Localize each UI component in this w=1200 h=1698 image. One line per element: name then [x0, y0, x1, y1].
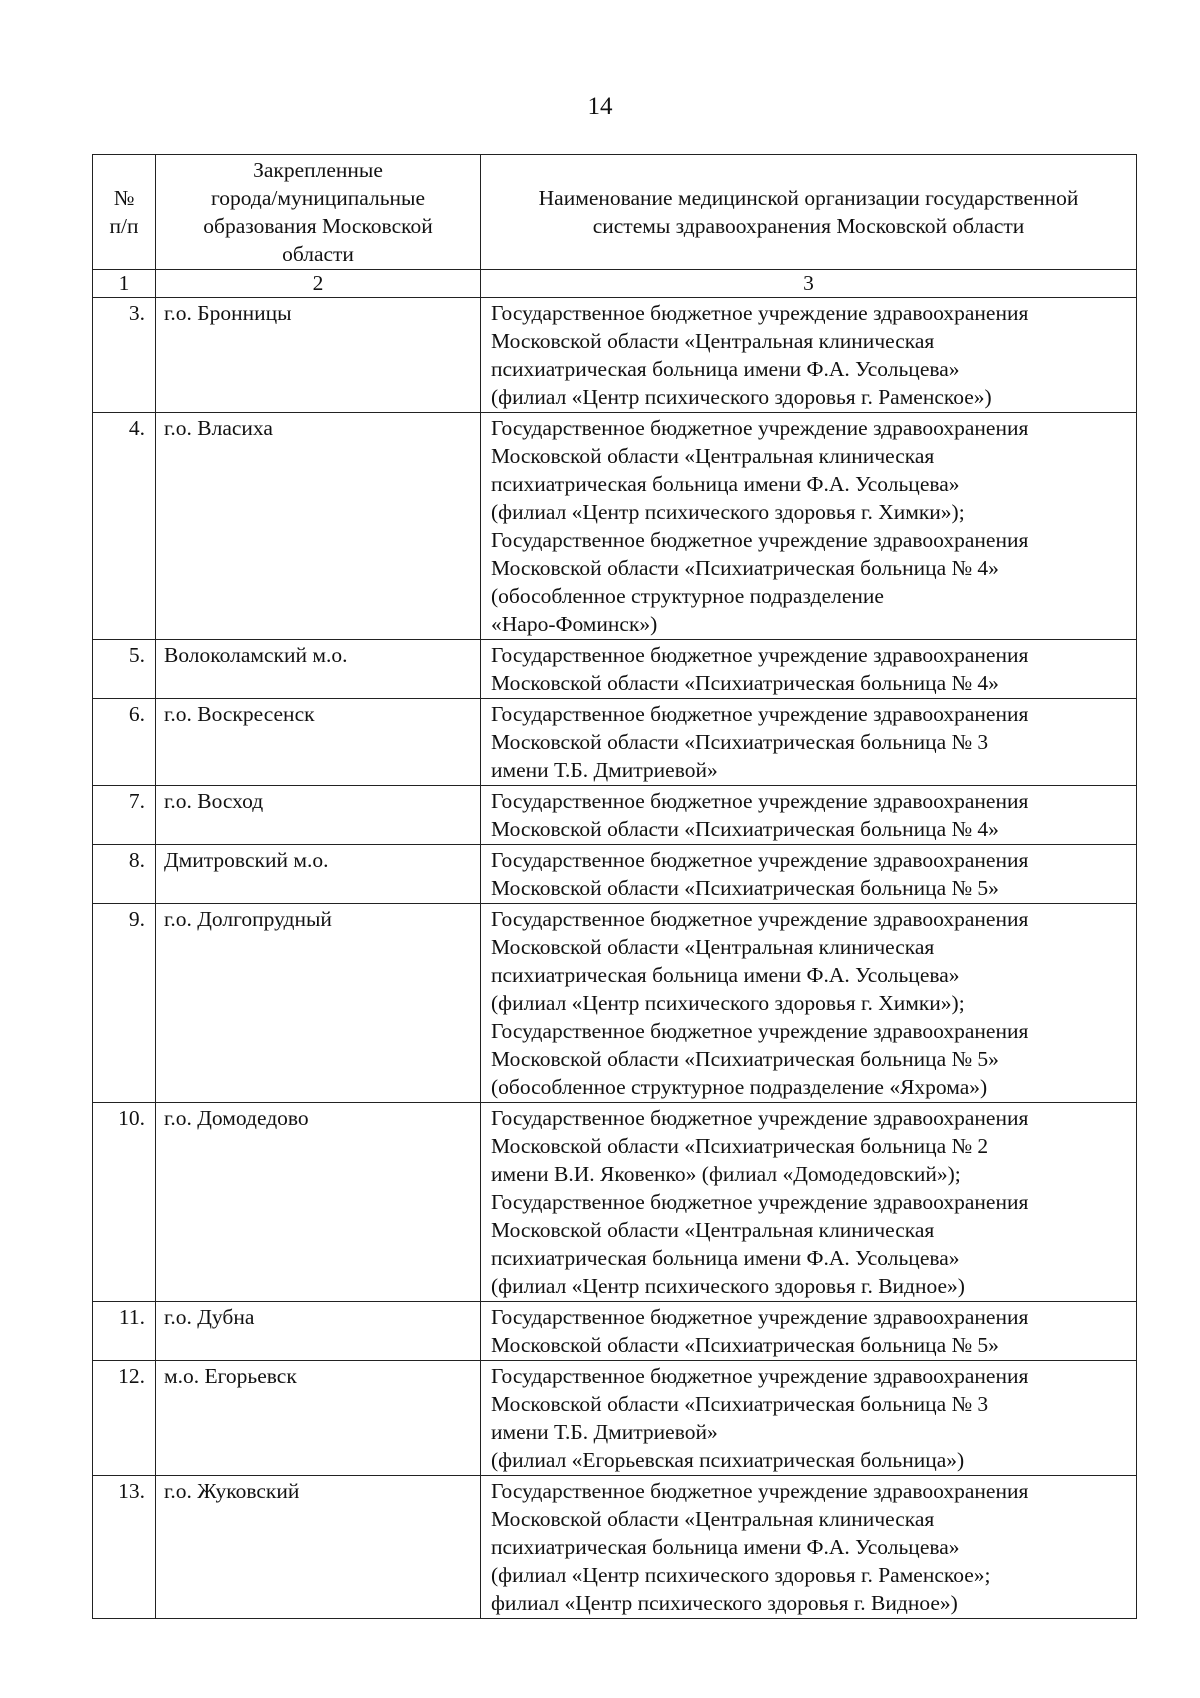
- organization-line: (филиал «Центр психического здоровья г. Раменское»;: [491, 1563, 991, 1587]
- organization-line: имени Т.Б. Дмитриевой»: [491, 1420, 718, 1444]
- organization-cell: [481, 1476, 1137, 1619]
- organization-line: (филиал «Центр психического здоровья г. Раменское»): [491, 385, 992, 409]
- table-row: [93, 1302, 1137, 1361]
- table-row: [93, 1361, 1137, 1476]
- municipality-name: Волоколамский м.о.: [156, 640, 481, 699]
- header-num-line: №: [113, 186, 135, 210]
- municipality-name: г.о. Воскресенск: [156, 699, 481, 786]
- header-city-line: области: [282, 242, 354, 266]
- organization-line: Московской области «Центральная клиническая: [491, 935, 935, 959]
- organization-line: Государственное бюджетное учреждение здравоохранения: [491, 1479, 1029, 1503]
- row-number: 4.: [93, 413, 156, 640]
- column-number-row: [93, 270, 1137, 298]
- organization-line: (филиал «Егорьевская психиатрическая больница»): [491, 1448, 965, 1472]
- table-row: [93, 1103, 1137, 1302]
- table-body: [93, 298, 1137, 1619]
- table-row: [93, 640, 1137, 699]
- organization-line: Государственное бюджетное учреждение здравоохранения: [491, 1106, 1029, 1130]
- header-city-line: города/муниципальные: [210, 186, 425, 210]
- organization-line: (обособленное структурное подразделение: [491, 584, 884, 608]
- organization-cell: [481, 298, 1137, 413]
- header-num: [93, 155, 156, 270]
- organization-cell: [481, 699, 1137, 786]
- organization-line: Государственное бюджетное учреждение здравоохранения: [491, 528, 1029, 552]
- organization-line: Государственное бюджетное учреждение здравоохранения: [491, 1190, 1029, 1214]
- header-org-line: Наименование медицинской организации государственной: [538, 186, 1079, 210]
- organization-line: Московской области «Психиатрическая больница № 3: [491, 1392, 989, 1416]
- organization-line: Московской области «Психиатрическая больница № 2: [491, 1134, 989, 1158]
- row-number: 7.: [93, 786, 156, 845]
- organization-cell: [481, 786, 1137, 845]
- organization-line: Государственное бюджетное учреждение здравоохранения: [491, 789, 1029, 813]
- municipality-name: г.о. Власиха: [156, 413, 481, 640]
- row-number: 6.: [93, 699, 156, 786]
- organization-line: Государственное бюджетное учреждение здравоохранения: [491, 907, 1029, 931]
- organization-line: (филиал «Центр психического здоровья г. Видное»): [491, 1274, 965, 1298]
- header-org-line: системы здравоохранения Московской области: [592, 214, 1025, 238]
- header-city-line: образования Московской: [203, 214, 433, 238]
- header-row: [93, 155, 1137, 270]
- page-number: 14: [587, 93, 613, 120]
- table-row: [93, 298, 1137, 413]
- organization-cell: [481, 904, 1137, 1103]
- column-number: 2: [156, 270, 481, 298]
- organization-cell: [481, 845, 1137, 904]
- row-number: 10.: [93, 1103, 156, 1302]
- municipality-name: г.о. Восход: [156, 786, 481, 845]
- organization-line: психиатрическая больница имени Ф.А. Усольцева»: [491, 357, 960, 381]
- organization-cell: [481, 1103, 1137, 1302]
- table-row: [93, 1476, 1137, 1619]
- organization-cell: [481, 413, 1137, 640]
- header-org: [481, 155, 1137, 270]
- organization-line: Московской области «Психиатрическая больница № 5»: [491, 1047, 999, 1071]
- organization-line: психиатрическая больница имени Ф.А. Усольцева»: [491, 963, 960, 987]
- header-city: [156, 155, 481, 270]
- column-number: 1: [93, 270, 156, 298]
- municipality-name: г.о. Дубна: [156, 1302, 481, 1361]
- organization-line: Государственное бюджетное учреждение здравоохранения: [491, 643, 1029, 667]
- organization-line: (филиал «Центр психического здоровья г. Химки»);: [491, 500, 965, 524]
- organization-line: «Наро-Фоминск»): [491, 612, 658, 636]
- organization-line: Московской области «Психиатрическая больница № 4»: [491, 671, 999, 695]
- organization-line: Государственное бюджетное учреждение здравоохранения: [491, 848, 1029, 872]
- column-number: 3: [481, 270, 1137, 298]
- organization-line: психиатрическая больница имени Ф.А. Усольцева»: [491, 1246, 960, 1270]
- organization-line: филиал «Центр психического здоровья г. Видное»): [491, 1591, 958, 1615]
- organization-line: (филиал «Центр психического здоровья г. Химки»);: [491, 991, 965, 1015]
- organization-line: Государственное бюджетное учреждение здравоохранения: [491, 702, 1029, 726]
- organization-line: Государственное бюджетное учреждение здравоохранения: [491, 1305, 1029, 1329]
- municipality-name: г.о. Жуковский: [156, 1476, 481, 1619]
- organization-line: Московской области «Психиатрическая больница № 5»: [491, 876, 999, 900]
- table-row: [93, 904, 1137, 1103]
- organization-line: психиатрическая больница имени Ф.А. Усольцева»: [491, 472, 960, 496]
- organization-line: Московской области «Психиатрическая больница № 4»: [491, 817, 999, 841]
- organization-cell: [481, 1361, 1137, 1476]
- table-row: [93, 413, 1137, 640]
- table-row: [93, 845, 1137, 904]
- organization-line: имени В.И. Яковенко» (филиал «Домодедовский»);: [491, 1162, 961, 1186]
- organization-line: психиатрическая больница имени Ф.А. Усольцева»: [491, 1535, 960, 1559]
- row-number: 9.: [93, 904, 156, 1103]
- table-row: [93, 786, 1137, 845]
- header-city-line: Закрепленные: [253, 158, 383, 182]
- table-row: [93, 699, 1137, 786]
- organization-cell: [481, 640, 1137, 699]
- organization-line: Московской области «Психиатрическая больница № 5»: [491, 1333, 999, 1357]
- table-header: [93, 155, 1137, 298]
- row-number: 5.: [93, 640, 156, 699]
- municipality-name: г.о. Бронницы: [156, 298, 481, 413]
- row-number: 12.: [93, 1361, 156, 1476]
- organization-line: Государственное бюджетное учреждение здравоохранения: [491, 416, 1029, 440]
- municipality-name: г.о. Долгопрудный: [156, 904, 481, 1103]
- organization-line: Государственное бюджетное учреждение здравоохранения: [491, 1364, 1029, 1388]
- organization-line: (обособленное структурное подразделение «Яхрома»): [491, 1075, 988, 1099]
- organization-line: Московской области «Центральная клиническая: [491, 329, 935, 353]
- organization-line: Государственное бюджетное учреждение здравоохранения: [491, 301, 1029, 325]
- organization-line: Московской области «Центральная клиническая: [491, 444, 935, 468]
- municipality-name: м.о. Егорьевск: [156, 1361, 481, 1476]
- organization-line: Московской области «Психиатрическая больница № 3: [491, 730, 989, 754]
- row-number: 13.: [93, 1476, 156, 1619]
- organization-line: Московской области «Психиатрическая больница № 4»: [491, 556, 999, 580]
- organization-line: Московской области «Центральная клиническая: [491, 1218, 935, 1242]
- row-number: 8.: [93, 845, 156, 904]
- row-number: 3.: [93, 298, 156, 413]
- municipality-name: г.о. Домодедово: [156, 1103, 481, 1302]
- row-number: 11.: [93, 1302, 156, 1361]
- municipality-name: Дмитровский м.о.: [156, 845, 481, 904]
- header-num-line: п/п: [109, 214, 139, 238]
- organizations-table: [92, 154, 1137, 1619]
- organization-line: имени Т.Б. Дмитриевой»: [491, 758, 718, 782]
- organization-line: Московской области «Центральная клиническая: [491, 1507, 935, 1531]
- organization-cell: [481, 1302, 1137, 1361]
- organization-line: Государственное бюджетное учреждение здравоохранения: [491, 1019, 1029, 1043]
